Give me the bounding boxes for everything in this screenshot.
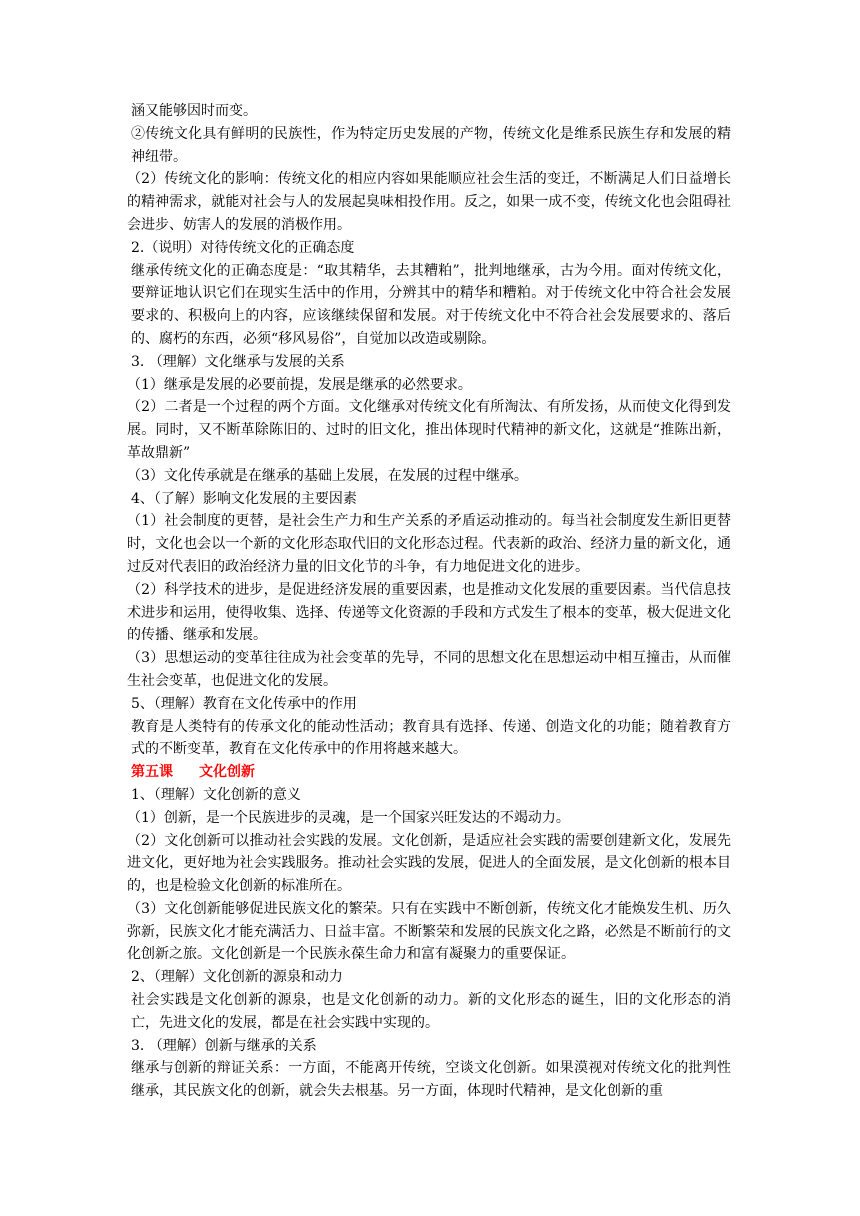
section-heading: 4、（了解）影响文化发展的主要因素: [131, 490, 357, 507]
lesson-heading: [131, 761, 731, 784]
paragraph: 涵又能够因时而变。: [131, 103, 257, 119]
section-heading: 3. （理解）文化继承与发展的关系: [131, 353, 345, 370]
paragraph: （1）继承是发展的必要前提，发展是继承的必然要求。: [127, 376, 472, 393]
document-body: [127, 100, 731, 1103]
paragraph: （2）传统文化的影响：传统文化的相应内容如果能顺应社会生活的变迁，不断满足人们日益增长的精神需求，就能对社会与人的发展起臭味相投作用。反之，如果一成不变，传统文化也会阻碍社会进步、妨害人的发展的消极作用。: [127, 171, 731, 233]
paragraph: （3）思想运动的变革往往成为社会变革的先导，不同的思想文化在思想运动中相互撞击，从而催生社会变革，也促进文化的发展。: [127, 650, 731, 689]
section-heading: 5、（理解）教育在文化传承中的作用: [131, 695, 357, 712]
paragraph: （2）二者是一个过程的两个方面。文化继承对传统文化有所淘汰、有所发扬，从而使文化得到发展。同时，又不断革除陈旧的、过时的旧文化，推出体现时代精神的新文化，这就是“推陈出新，革故鼎新”: [127, 399, 731, 461]
paragraph: （1）社会制度的更替，是社会生产力和生产关系的矛盾运动推动的。每当社会制度发生新旧更替时，文化也会以一个新的文化形态取代旧的文化形态过程。代表新的政治、经济力量的新文化，通过反对代表旧的政治经济力量的旧文化节的斗争，有力地促进文化的进步。: [127, 513, 731, 575]
paragraph: ②传统文化具有鲜明的民族性，作为特定历史发展的产物，传统文化是维系民族生存和发展的精神纽带。: [131, 125, 731, 165]
paragraph: 社会实践是文化创新的源泉，也是文化创新的动力。新的文化形态的诞生，旧的文化形态的消亡，先进文化的发展，都是在社会实践中实现的。: [131, 992, 731, 1031]
paragraph: 教育是人类特有的传承文化的能动性活动；教育具有选择、传递、创造文化的功能；随着教育方式的不断变革，教育在文化传承中的作用将越来越大。: [131, 718, 731, 758]
paragraph: 继承与创新的辩证关系：一方面，不能离开传统，空谈文化创新。如果漠视对传统文化的批判性继承，其民族文化的创新，就会失去根基。另一方面，体现时代精神，是文化创新的重: [131, 1060, 731, 1100]
section-heading: 1、（理解）文化创新的意义: [131, 786, 301, 803]
lesson-number: 第五课: [131, 764, 173, 781]
section-heading: 2.（说明）对待传统文化的正确态度: [131, 239, 355, 256]
paragraph: （3）文化创新能够促进民族文化的繁荣。只有在实践中不断创新，传统文化才能焕发生机、历久弥新，民族文化才能充满活力、日益丰富。不断繁荣和发展的民族文化之路，必然是不断前行的文化创新之旅。文化创新是一个民族永葆生命力和富有凝聚力的重要保证。: [127, 900, 731, 963]
paragraph: （2）文化创新可以推动社会实践的发展。文化创新，是适应社会实践的需要创建新文化，发展先进文化，更好地为社会实践服务。推动社会实践的发展，促进人的全面发展，是文化创新的根本目的，也是检验文化创新的标准所在。: [127, 832, 731, 895]
paragraph: （3）文化传承就是在继承的基础上发展，在发展的过程中继承。: [127, 467, 528, 484]
section-heading: 3. （理解）创新与继承的关系: [131, 1037, 317, 1054]
paragraph: （2）科学技术的进步，是促进经济发展的重要因素，也是推动文化发展的重要因素。当代信息技术进步和运用，使得收集、选择、传递等文化资源的手段和方式发生了根本的变革，极大促进文化的传播、继承和发展。: [127, 581, 731, 644]
lesson-title: 文化创新: [199, 764, 255, 781]
section-heading: 2、（理解）文化创新的源泉和动力: [131, 969, 343, 986]
paragraph: 继承传统文化的正确态度是：“取其精华，去其糟粕”，批判地继承，古为今用。面对传统文化，要辩证地认识它们在现实生活中的作用，分辨其中的精华和糟粕。对于传统文化中符合社会发展要求的、积极向上的内容，应该继续保留和发展。对于传统文化中不符合社会发展要求的、落后的、腐朽的东西，必须“移风易俗”，自觉加以改造或剔除。: [131, 262, 731, 347]
paragraph: （1）创新，是一个民族进步的灵魂，是一个国家兴旺发达的不竭动力。: [127, 809, 570, 826]
